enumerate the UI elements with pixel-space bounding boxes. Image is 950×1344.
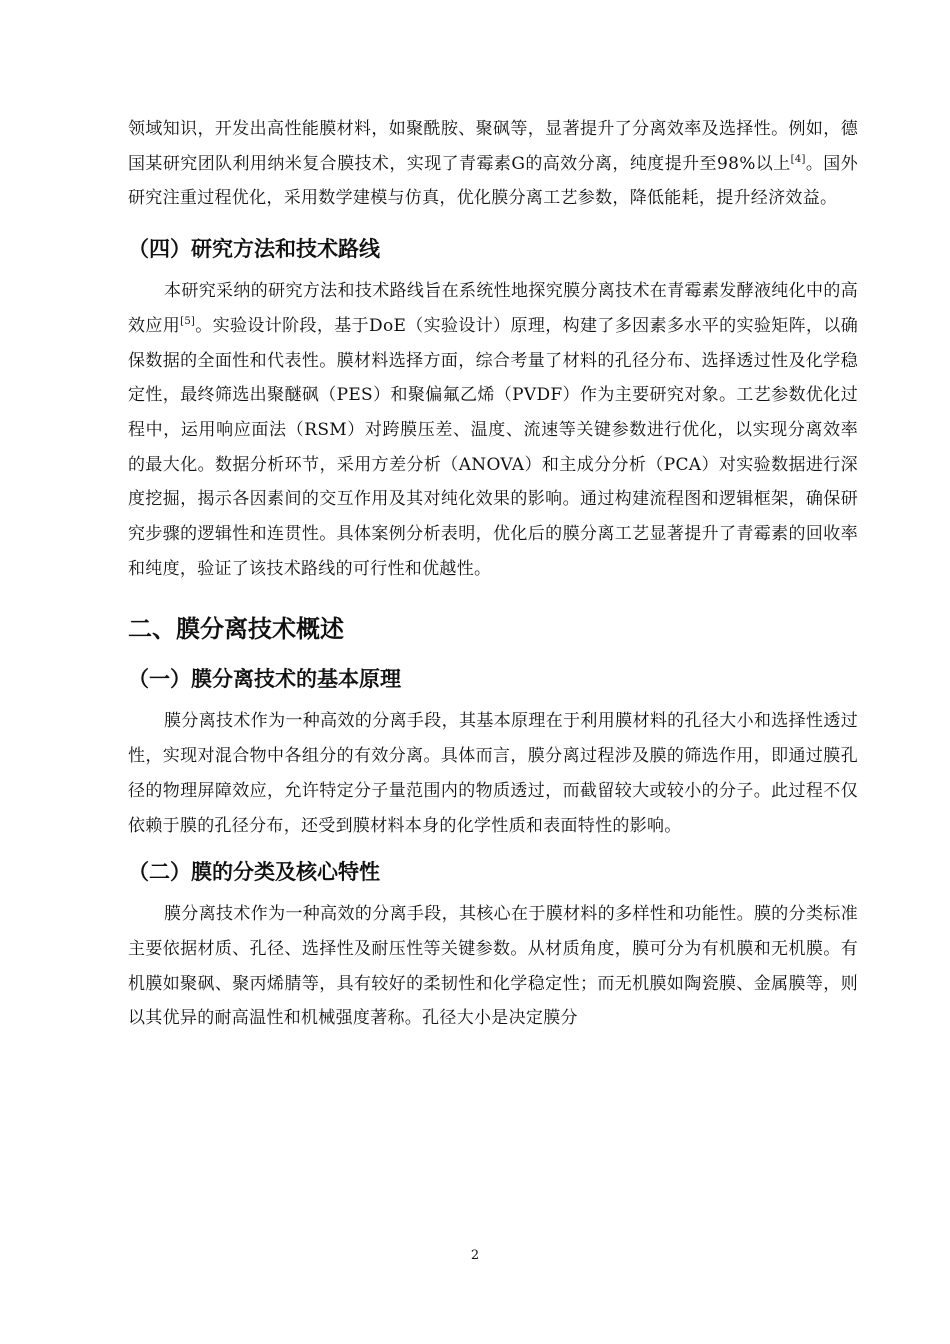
paragraph-text: 本研究采纳的研究方法和技术路线旨在系统性地探究膜分离技术在青霉素发酵液纯化中的高效应用 [128,281,858,336]
paragraph-classification: 膜分离技术作为一种高效的分离手段，其核心在于膜材料的多样性和功能性。膜的分类标准主要依据材质、孔径、选择性及耐压性等关键参数。从材质角度，膜可分为有机膜和无机膜。有机膜如聚砜、聚丙烯腈等，具有较好的柔韧性和化学稳定性；而无机膜如陶瓷膜、金属膜等，则以其优异的耐高温性和机械强度著称。孔径大小是决定膜分 [128,904,858,1029]
section-heading-methods: （四）研究方法和技术路线 [128,237,380,262]
citation-5[interactable]: [5] [180,315,196,327]
paragraph-principle: 膜分离技术作为一种高效的分离手段，其基本原理在于利用膜材料的孔径大小和选择性透过性，实现对混合物中各组分的有效分离。具体而言，膜分离过程涉及膜的筛选作用，即通过膜孔径的物理屏障效应，允许特定分子量范围内的物质透过，而截留较大或较小的分子。此过程不仅依赖于膜的孔径分布，还受到膜材料本身的化学性质和表面特性的影响。 [128,711,858,836]
section-heading-classification: （二）膜的分类及核心特性 [128,860,380,885]
page-number: 2 [470,1248,480,1263]
paragraph-text: 。实验设计阶段，基于DoE（实验设计）原理，构建了多因素多水平的实验矩阵，以确保数据的全面性和代表性。膜材料选择方面，综合考量了材料的孔径分布、选择透过性及化学稳定性，最终筛选出聚醚砜（PES）和聚偏氟乙烯（PVDF）作为主要研究对象。工艺参数优化过程中，运用响应面法（RSM）对跨膜压差、温度、流速等关键参数进行优化，以实现分离效率的最大化。数据分析环节，采用方差分析（ANOVA）和主成分分析（PCA）对实验数据进行深度挖掘，揭示各因素间的交互作用及其对纯化效果的影响。通过构建流程图和逻辑框架，确保研究步骤的逻辑性和连贯性。具体案例分析表明，优化后的膜分离工艺显著提升了青霉素的回收率和纯度，验证了该技术路线的可行性和优越性。 [128,315,858,579]
paragraph-methods [128,274,858,586]
page-body [128,112,858,1036]
section-heading-principle: （一）膜分离技术的基本原理 [128,667,401,692]
paragraph-text: 。国外研究注重过程优化，采用数学建模与仿真，优化膜分离工艺参数，降低能耗，提升经济效益。 [128,153,858,209]
citation-4[interactable]: [4] [790,153,806,165]
paragraph-text: 领域知识，开发出高性能膜材料，如聚酰胺、聚砜等，显著提升了分离效率及选择性。例如，德国某研究团队利用纳米复合膜技术，实现了青霉素G的高效分离，纯度提升至98%以上 [128,119,858,174]
chapter-heading-membrane-overview: 二、膜分离技术概述 [128,615,344,644]
paragraph-foreign-research [128,112,858,216]
